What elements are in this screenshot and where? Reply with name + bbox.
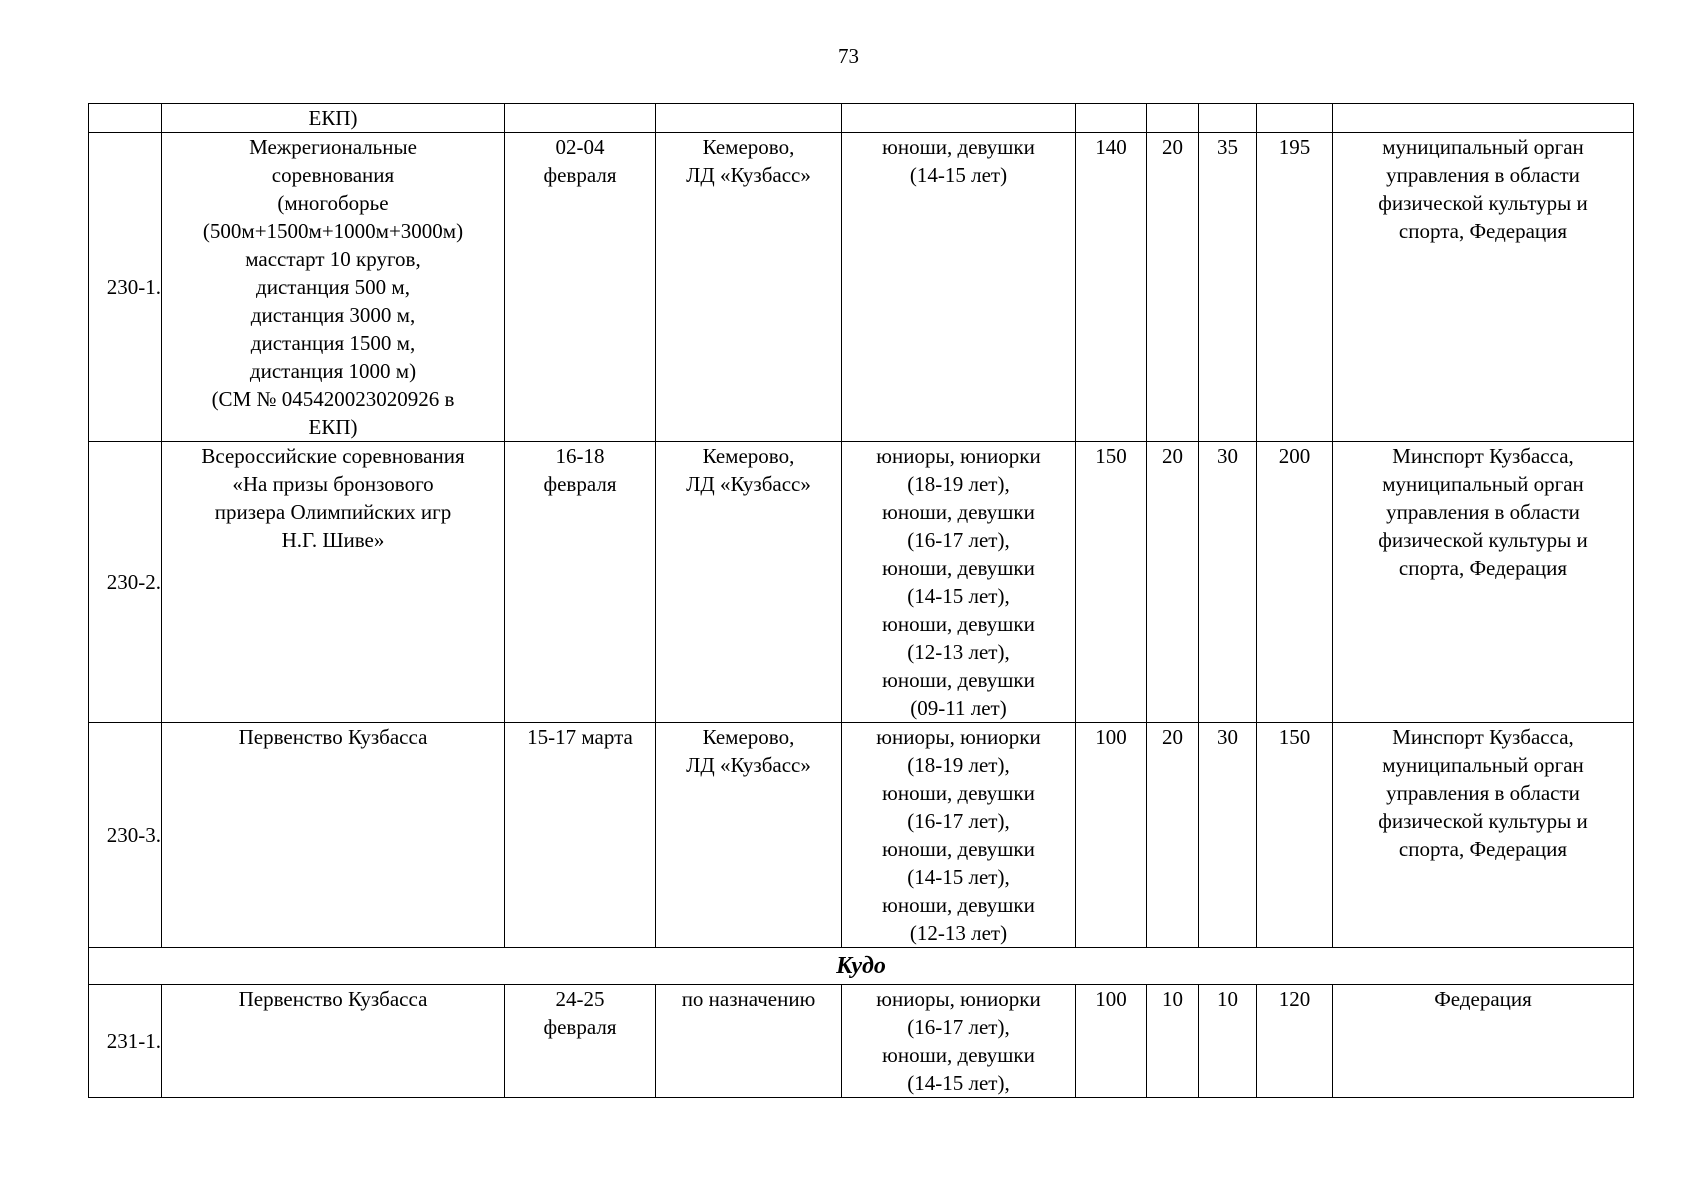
date-cell <box>505 133 656 442</box>
table-row <box>89 133 1634 442</box>
count-cell <box>1199 104 1257 133</box>
cell-line: спорта, Федерация <box>1398 837 1568 861</box>
cell-line: февраля <box>543 472 617 496</box>
cell-line: (14-15 лет) <box>909 163 1008 187</box>
name-cell <box>162 442 505 723</box>
group-cell <box>842 133 1076 442</box>
place-cell <box>656 104 842 133</box>
count-cell: 35 <box>1199 133 1257 442</box>
count-cell: 30 <box>1199 723 1257 948</box>
cell-line: юноши, девушки <box>882 781 1035 805</box>
organizer-cell <box>1333 442 1634 723</box>
count-cell: 10 <box>1147 985 1199 1098</box>
count-cell: 10 <box>1199 985 1257 1098</box>
count-cell <box>1147 104 1199 133</box>
cell-line: физической культуры и <box>1378 528 1588 552</box>
date-cell <box>505 985 656 1098</box>
cell-line: февраля <box>543 1015 617 1039</box>
cell-line: юноши, девушки <box>882 1043 1035 1067</box>
cell-line: ЛД «Кузбасс» <box>686 753 811 777</box>
cell-line: спорта, Федерация <box>1398 556 1568 580</box>
place-cell <box>656 723 842 948</box>
cell-line: (18-19 лет), <box>907 472 1010 496</box>
cell-line: «На призы бронзового <box>232 472 434 496</box>
num-cell: 230-3. <box>89 723 162 948</box>
cell-line: (16-17 лет), <box>907 809 1010 833</box>
organizer-cell <box>1333 985 1634 1098</box>
place-cell <box>656 133 842 442</box>
cell-line: юноши, девушки <box>882 668 1035 692</box>
place-cell <box>656 985 842 1098</box>
cell-line: соревнования <box>271 163 395 187</box>
organizer-cell <box>1333 723 1634 948</box>
section-title: Кудо <box>89 948 1634 985</box>
continuation-row <box>89 104 1634 133</box>
group-cell <box>842 723 1076 948</box>
cell-line: юноши, девушки <box>882 893 1035 917</box>
num-cell: 230-2. <box>89 442 162 723</box>
cell-line: муниципальный орган <box>1382 753 1584 777</box>
cell-line: юниоры, юниорки <box>876 725 1041 749</box>
date-cell <box>505 104 656 133</box>
cell-line: ЛД «Кузбасс» <box>686 472 811 496</box>
cell-line: (16-17 лет), <box>907 528 1010 552</box>
cell-line: дистанция 1500 м, <box>250 331 416 355</box>
table-row <box>89 442 1634 723</box>
cell-line: дистанция 3000 м, <box>250 303 416 327</box>
cell-line: (14-15 лет), <box>907 865 1010 889</box>
count-cell: 140 <box>1076 133 1147 442</box>
cell-line: ЛД «Кузбасс» <box>686 163 811 187</box>
cell-line: (09-11 лет) <box>910 696 1007 720</box>
cell-line: (12-13 лет), <box>907 640 1010 664</box>
group-cell <box>842 104 1076 133</box>
num-cell: 230-1. <box>89 133 162 442</box>
cell-line: юноши, девушки <box>882 500 1035 524</box>
date-cell <box>505 442 656 723</box>
cell-line: спорта, Федерация <box>1398 219 1568 243</box>
place-cell <box>656 442 842 723</box>
cell-line: юноши, девушки <box>882 837 1035 861</box>
cell-line: муниципальный орган <box>1382 135 1584 159</box>
cell-line: 02-04 <box>555 135 605 159</box>
num-cell <box>89 104 162 133</box>
cell-line: юноши, девушки <box>882 556 1035 580</box>
num-cell: 231-1. <box>89 985 162 1098</box>
cell-line: дистанция 500 м, <box>256 275 410 299</box>
name-cell <box>162 985 505 1098</box>
count-cell: 100 <box>1076 985 1147 1098</box>
cell-line: Всероссийские соревнования <box>201 444 465 468</box>
cell-line: управления в области <box>1386 163 1580 187</box>
cell-line: ЕКП) <box>308 106 358 130</box>
total-cell: 150 <box>1257 723 1333 948</box>
cell-line: (14-15 лет), <box>907 584 1010 608</box>
group-cell <box>842 985 1076 1098</box>
organizer-cell <box>1333 104 1634 133</box>
date-cell <box>505 723 656 948</box>
group-cell <box>842 442 1076 723</box>
cell-line: Федерация <box>1434 987 1532 1011</box>
cell-line: юниоры, юниорки <box>876 444 1041 468</box>
count-cell: 20 <box>1147 723 1199 948</box>
cell-line: ЕКП) <box>308 415 358 439</box>
total-cell: 200 <box>1257 442 1333 723</box>
cell-line: (18-19 лет), <box>907 753 1010 777</box>
cell-line: управления в области <box>1386 500 1580 524</box>
events-table-body <box>89 104 1634 133</box>
cell-line: призера Олимпийских игр <box>214 500 452 524</box>
section-rows-kudo <box>89 985 1634 1098</box>
cell-line: масстарт 10 кругов, <box>245 247 421 271</box>
section-header-row <box>89 948 1634 985</box>
cell-line: юноши, девушки <box>882 612 1035 636</box>
cell-line: Первенство Кузбасса <box>238 725 428 749</box>
cell-line: Межрегиональные <box>249 135 417 159</box>
cell-line: (14-15 лет), <box>907 1071 1010 1095</box>
cell-line: Минспорт Кузбасса, <box>1392 725 1574 749</box>
cell-line: 15-17 марта <box>527 725 633 749</box>
cell-line: (16-17 лет), <box>907 1015 1010 1039</box>
cell-line: управления в области <box>1386 781 1580 805</box>
cell-line: (многоборье <box>277 191 389 215</box>
cell-line: физической культуры и <box>1378 191 1588 215</box>
count-cell: 30 <box>1199 442 1257 723</box>
cell-line: физической культуры и <box>1378 809 1588 833</box>
cell-line: Кемерово, <box>702 135 795 159</box>
cell-line: муниципальный орган <box>1382 472 1584 496</box>
total-cell <box>1257 104 1333 133</box>
count-cell: 20 <box>1147 133 1199 442</box>
count-cell <box>1076 104 1147 133</box>
cell-line: юноши, девушки <box>882 135 1035 159</box>
cell-line: 16-18 <box>555 444 605 468</box>
name-cell <box>162 723 505 948</box>
count-cell: 100 <box>1076 723 1147 948</box>
name-cell <box>162 104 505 133</box>
count-cell: 150 <box>1076 442 1147 723</box>
events-table <box>88 103 1634 1098</box>
name-cell <box>162 133 505 442</box>
table-row <box>89 985 1634 1098</box>
count-cell: 20 <box>1147 442 1199 723</box>
total-cell: 195 <box>1257 133 1333 442</box>
cell-line: дистанция 1000 м) <box>249 359 417 383</box>
cell-line: Кемерово, <box>702 444 795 468</box>
section-rows-speed-skating <box>89 133 1634 948</box>
cell-line: Кемерово, <box>702 725 795 749</box>
cell-line: юниоры, юниорки <box>876 987 1041 1011</box>
cell-line: (500м+1500м+1000м+3000м) <box>202 219 464 243</box>
total-cell: 120 <box>1257 985 1333 1098</box>
organizer-cell <box>1333 133 1634 442</box>
table-row <box>89 723 1634 948</box>
cell-line: Минспорт Кузбасса, <box>1392 444 1574 468</box>
cell-line: Н.Г. Шиве» <box>281 528 385 552</box>
cell-line: (12-13 лет) <box>909 921 1008 945</box>
cell-line: (СМ № 045420023020926 в <box>211 387 455 411</box>
cell-line: 24-25 <box>555 987 605 1011</box>
cell-line: по назначению <box>681 987 816 1011</box>
cell-line: февраля <box>543 163 617 187</box>
page-number: 73 <box>838 44 859 68</box>
cell-line: Первенство Кузбасса <box>238 987 428 1011</box>
section-header <box>89 948 1634 985</box>
